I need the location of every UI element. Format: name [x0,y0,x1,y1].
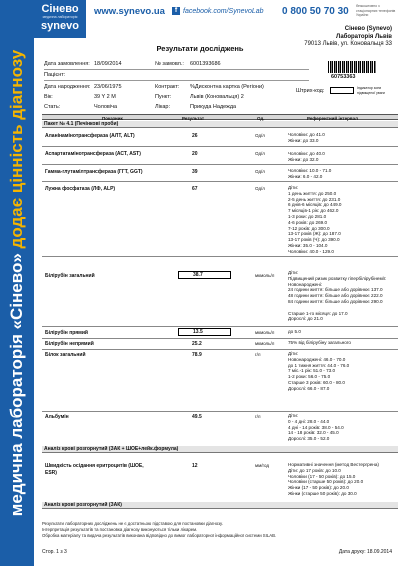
test-reference: Чоловіки: до 40.0 Жінки: до 32.0 [288,151,325,162]
header-reference: Референтний інтервал [307,115,358,121]
header-unit: Од. [257,115,265,121]
birth-date-value: 23/06/1975 [94,84,122,90]
contract-value: %Дисконтна картка (Регіони) [190,84,264,90]
test-reference: до 5.0 [288,329,301,334]
test-unit: мм/год [255,463,270,468]
age-label: Вік: [44,94,53,100]
page-number: Стор. 1 з 3 [42,549,67,555]
test-name: Білок загальний [45,352,86,358]
logo-subtitle: медична лабораторія [42,15,78,19]
test-unit: мкмоль/л [255,330,275,335]
phone-number: 0 800 50 70 30 [282,5,349,17]
phone-note: безкоштовно з стаціонарних телефонів України [356,4,396,18]
test-reference: Нормативні значення (метод Вестергрена) Діти: до 17 років: до 10.0 Чоловіки (17 - 50 років): до 15.0 Чоловіки (старше 50 років): до 20.0 Жінки (17 - 50 років): до 20.0 Жінки (старше 50 років): до 30.0 [288,462,379,496]
test-name: Білірубін непрямий [45,341,94,347]
test-result: 39 [192,169,198,175]
test-result: 20 [192,151,198,157]
logo-name: Сінево [41,3,79,15]
lab-name: Сінево (Synevo) [344,26,392,32]
sex-value: Чоловіча [94,104,118,110]
lab-info [304,26,392,49]
test-name: Білірубін прямий [45,330,88,336]
test-result-flagged: 13.5 [178,328,231,336]
row-separator [42,338,398,339]
point-label: Пункт: [155,94,172,100]
test-result-flagged: 38.7 [178,271,231,279]
test-result: 67 [192,186,198,192]
vertical-slogan [7,13,27,553]
patient-label: Пацієнт: [44,72,66,78]
lab-branch: Лабораторія Львів [335,33,392,40]
birth-date-label: Дата народження: [44,84,91,90]
test-unit: мкмоль/л [255,273,275,278]
side-brand-band [0,0,34,566]
header-test: Показник [102,115,123,121]
test-reference: Чоловіки: до 41.0 Жінки: до 33.0 [288,132,325,143]
test-name: Альбумін [45,414,69,420]
vertical-slogan-main: медична лабораторія «Сінево» [7,253,26,517]
test-result: 49.5 [192,414,202,420]
attention-indicator-note: Індикатор зони підвищеної уваги [357,86,385,95]
test-name: Білірубін загальний [45,273,95,279]
cbc-extended-section-header: Аналіз крові розгорнутий (ЗАК) [42,502,398,509]
order-no-value: 6001393686 [190,61,221,67]
barcode-label: Штрих-код: [296,88,325,94]
test-unit: г/л [255,414,261,419]
vertical-slogan-accent: додає цінність діагнозу [7,49,26,249]
test-name: Лужна фосфатаза (ЛФ, ALP) [45,186,116,192]
row-separator [42,164,398,165]
facebook-text: facebook.com/SynevoLab [183,7,264,15]
test-reference: Діти: 1 день життя: до 250.0 2-5 день життя: до 231.0 6 днів-6 місяців: до 449.0 7 місяців-1 рік: до 462.0 1-3 роки: до 281.0 4-6 років: до 269.0 7-12 років: до 300.0 13-17 років (Ж): до 187.0 13-17 років (Ч): до 390.0 Жінки: 35.0 - 104.0 Чоловіки: 40.0 - 129.0 [288,185,342,254]
print-date: Дата друку: 18.09.2014 [338,549,392,555]
brand-logo [34,0,86,38]
test-result: 12 [192,463,198,469]
contract-label: Контракт: [155,84,180,90]
test-result: 78.9 [192,352,202,358]
row-separator [42,181,398,182]
point-value: Львів (Коновальця) 2 [190,94,244,100]
test-name: Аланінамінотрансфераза (АЛТ, ALT) [45,133,135,139]
package-section-header: Пакет № 4.1 (Печінкові проби) [42,121,398,128]
contact-strip [86,0,400,22]
divider-line [44,69,309,70]
logo-name-latin: synevo [41,20,79,32]
barcode-number: 60753363 [331,74,356,80]
row-separator [42,146,398,147]
test-unit: г/л [255,352,261,357]
row-separator [42,326,398,327]
test-result: 26 [192,133,198,139]
doctor-label: Лікар: [155,104,171,110]
header-result: Результат [182,115,205,121]
barcode-image [328,61,376,73]
cbc-section-header: Аналіз крові розгорнутий (ЗАК + ШОЕ+лейк.формула) [42,446,398,453]
order-no-label: № замовл.: [155,61,184,67]
attention-indicator-box [330,87,354,94]
row-separator [42,411,398,412]
test-unit: Од/л [255,133,265,138]
sex-label: Стать: [44,104,61,110]
disclaimer: Результати лабораторних досліджень не є достатньою підставою для постановки діагнозу. Інтерпретація результатів та постановка діагнозу виконуються тільки лікарем. Обробка матеріалу та видача результатів виконана відповідно до вимог лабораторної інформаційної системи SILAB. [42,521,277,538]
order-date-value: 18/09/2014 [94,61,122,67]
test-name: Швидкість осідання еритроцитів (ШОЕ, ESR) [45,463,144,476]
facebook-link[interactable] [172,7,282,15]
row-separator [42,256,398,257]
test-name: Гамма-глутамілтрансфераза (ГГТ, GGT) [45,169,143,175]
lab-address: 79013 Львів, ул. Коновальця 33 [304,41,392,47]
results-table-header [42,114,398,120]
test-reference: Чоловіки: 10.0 - 71.0 Жінки: 6.0 - 42.0 [288,168,332,179]
facebook-icon: f [172,7,180,15]
test-unit: мкмоль/л [255,341,275,346]
order-date-label: Дата замовлення: [44,61,90,67]
test-reference: Діти: Новонароджені: 46.0 - 70.0 до 1 тижня життя: 44.0 - 76.0 7 міс.-1 рік: 51.0 - 73.0 1-2 роки: 56.0 - 75.0 Старше 3 років: 60.0 - 80.0 Дорослі: 66.0 - 87.0 [288,351,350,391]
age-value: 39 Y 2 M [94,94,116,100]
website-link[interactable]: www.synevo.ua [94,5,165,17]
test-unit: Од/л [255,186,265,191]
document-title: Результати досліджень [156,44,244,53]
divider-line [44,80,309,81]
test-result: 25.2 [192,341,202,347]
doctor-value: Прикуда Надежда [190,104,237,110]
test-reference: Діти: Підвищений ризик розвитку гіпербілірубінемії: Новонароджені: 24 години життя: більше або дорівнює 137.0 48 години життя: більше або дорівнює 222.0 84 години життя: більше або дорівнює 290.0 Старше 1-го місяця: до 17.0 Дорослі: до 21.0 [288,270,387,322]
test-unit: Од/л [255,169,265,174]
test-unit: Од/л [255,151,265,156]
test-name: Аспартатамінотрансфераза (АСТ, AST) [45,151,141,157]
test-reference: 75% від білірубіну загального [288,340,351,345]
row-separator [42,349,398,350]
test-reference: Діти: 0 - 4 дні: 28.0 - 44.0 4 дні - 14 років: 38.0 - 54.0 14 - 18 років: 32.0 - 45.0 Дорослі: 35.0 - 52.0 [288,413,344,442]
